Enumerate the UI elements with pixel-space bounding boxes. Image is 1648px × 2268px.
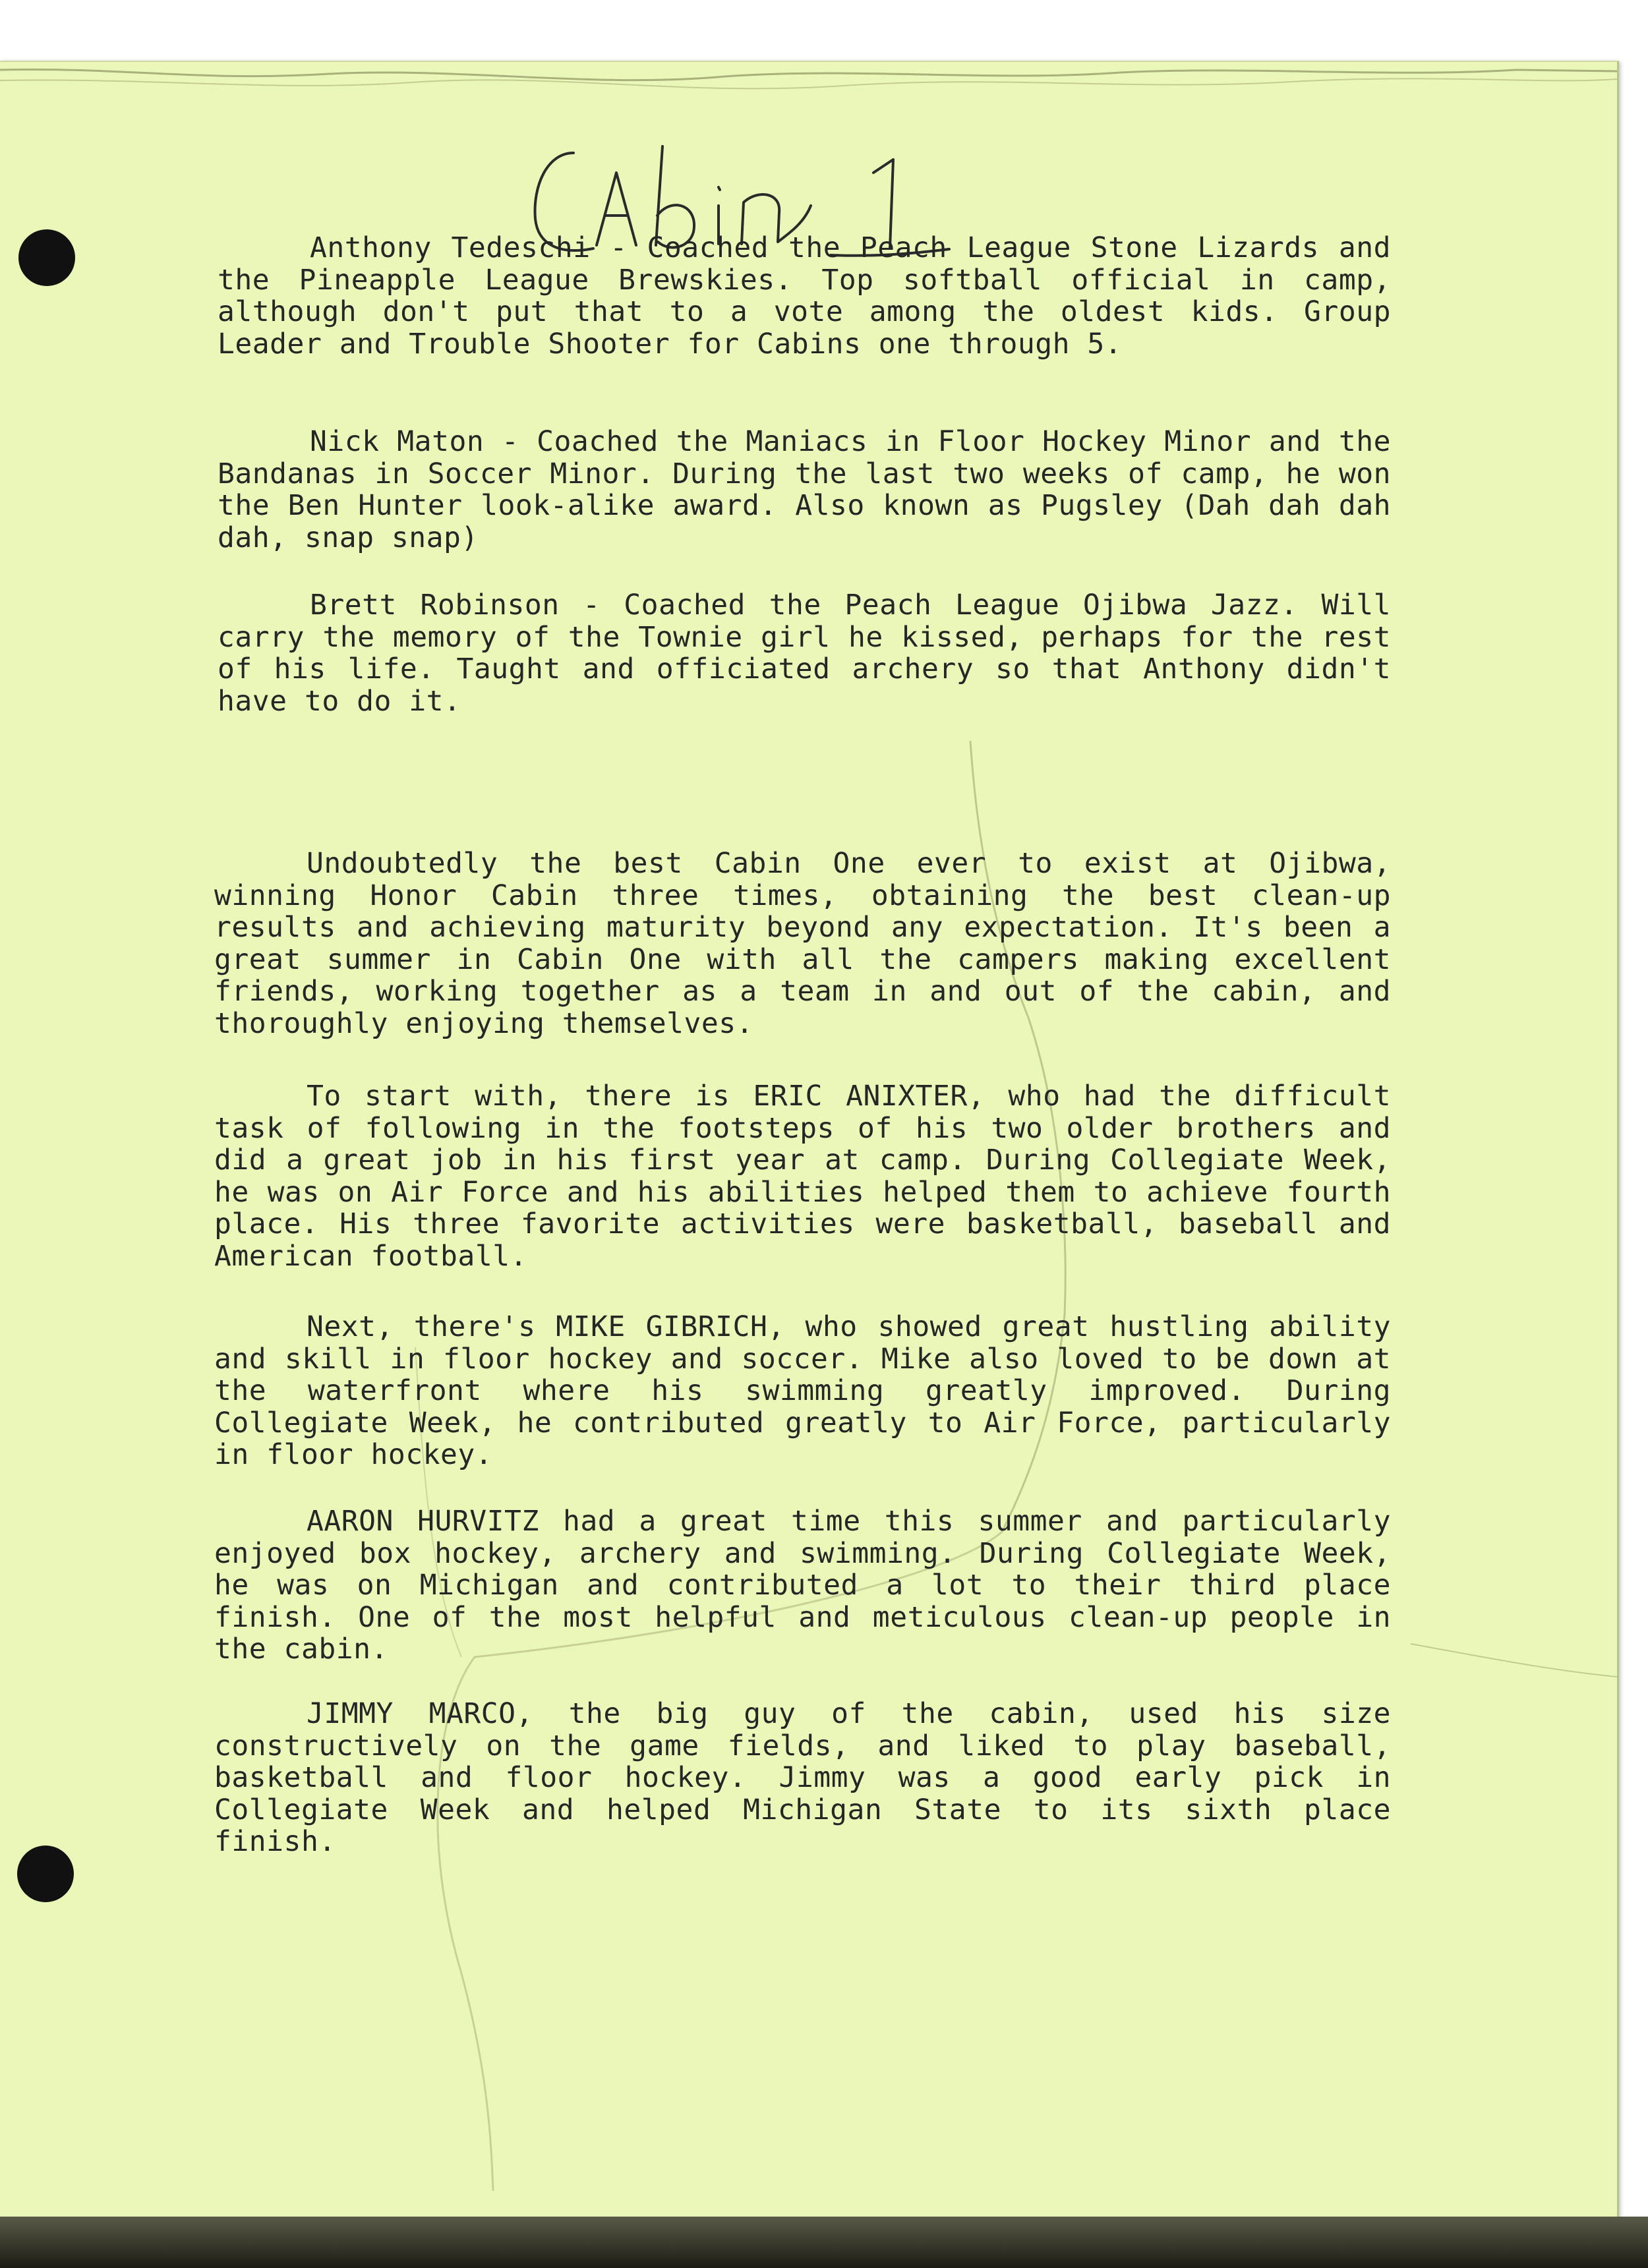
paragraph-anthony-tedeschi: Anthony Tedeschi - Coached the Peach League Stone Lizards and the Pineapple League Brewskies. Top softball official in camp, although don't put that to a vote among the oldest kids. Group Leader and Trouble Shooter for Cabins one through 5. bbox=[218, 231, 1391, 361]
paragraph-aaron-hurvitz: AARON HURVITZ had a great time this summer and particularly enjoyed box hockey, archery and swimming. During Collegiate Week, he was on Michigan and contributed a lot to their third place finish. One of the most helpful and meticulous clean-up people in the cabin. bbox=[214, 1505, 1391, 1666]
paragraph-nick-maton: Nick Maton - Coached the Maniacs in Floor Hockey Minor and the Bandanas in Soccer Minor. During the last two weeks of camp, he won the Ben Hunter look-alike award. Also known as Pugsley (Dah dah dah dah, snap snap) bbox=[218, 425, 1391, 554]
paragraph-eric-anixter: To start with, there is ERIC ANIXTER, who had the difficult task of following in the footsteps of his two older brothers and did a great job in his first year at camp. During Collegiate Week, he was on Air Force and his abilities helped them to achieve fourth place. His three favorite activities were basketball, baseball and American football. bbox=[214, 1080, 1391, 1273]
paragraph-cabin-summary: Undoubtedly the best Cabin One ever to exist at Ojibwa, winning Honor Cabin three times, obtaining the best clean-up results and achieving maturity beyond any expectation. It's been a great summer in Cabin One with all the campers making excellent friends, working together as a team in and out of the cabin, and thoroughly enjoying themselves. bbox=[214, 847, 1391, 1040]
scanner-bed-shadow bbox=[0, 2217, 1648, 2268]
punch-hole-bottom bbox=[17, 1846, 74, 1902]
paragraph-mike-gibrich: Next, there's MIKE GIBRICH, who showed great hustling ability and skill in floor hockey and soccer. Mike also loved to be down at the waterfront where his swimming greatly improved. During Collegiate Week, he contributed greatly to Air Force, particularly in floor hockey. bbox=[214, 1310, 1391, 1471]
paper-sheet bbox=[0, 61, 1619, 2218]
punch-hole-top bbox=[18, 229, 75, 286]
paragraph-jimmy-marco: JIMMY MARCO, the big guy of the cabin, used his size constructively on the game fields, and liked to play baseball, basketball and floor hockey. Jimmy was a good early pick in Collegiate Week and helped Michigan State to its sixth place finish. bbox=[214, 1697, 1391, 1858]
paragraph-brett-robinson: Brett Robinson - Coached the Peach League Ojibwa Jazz. Will carry the memory of the Townie girl he kissed, perhaps for the rest of his life. Taught and officiated archery so that Anthony didn't have to do it. bbox=[218, 589, 1391, 718]
